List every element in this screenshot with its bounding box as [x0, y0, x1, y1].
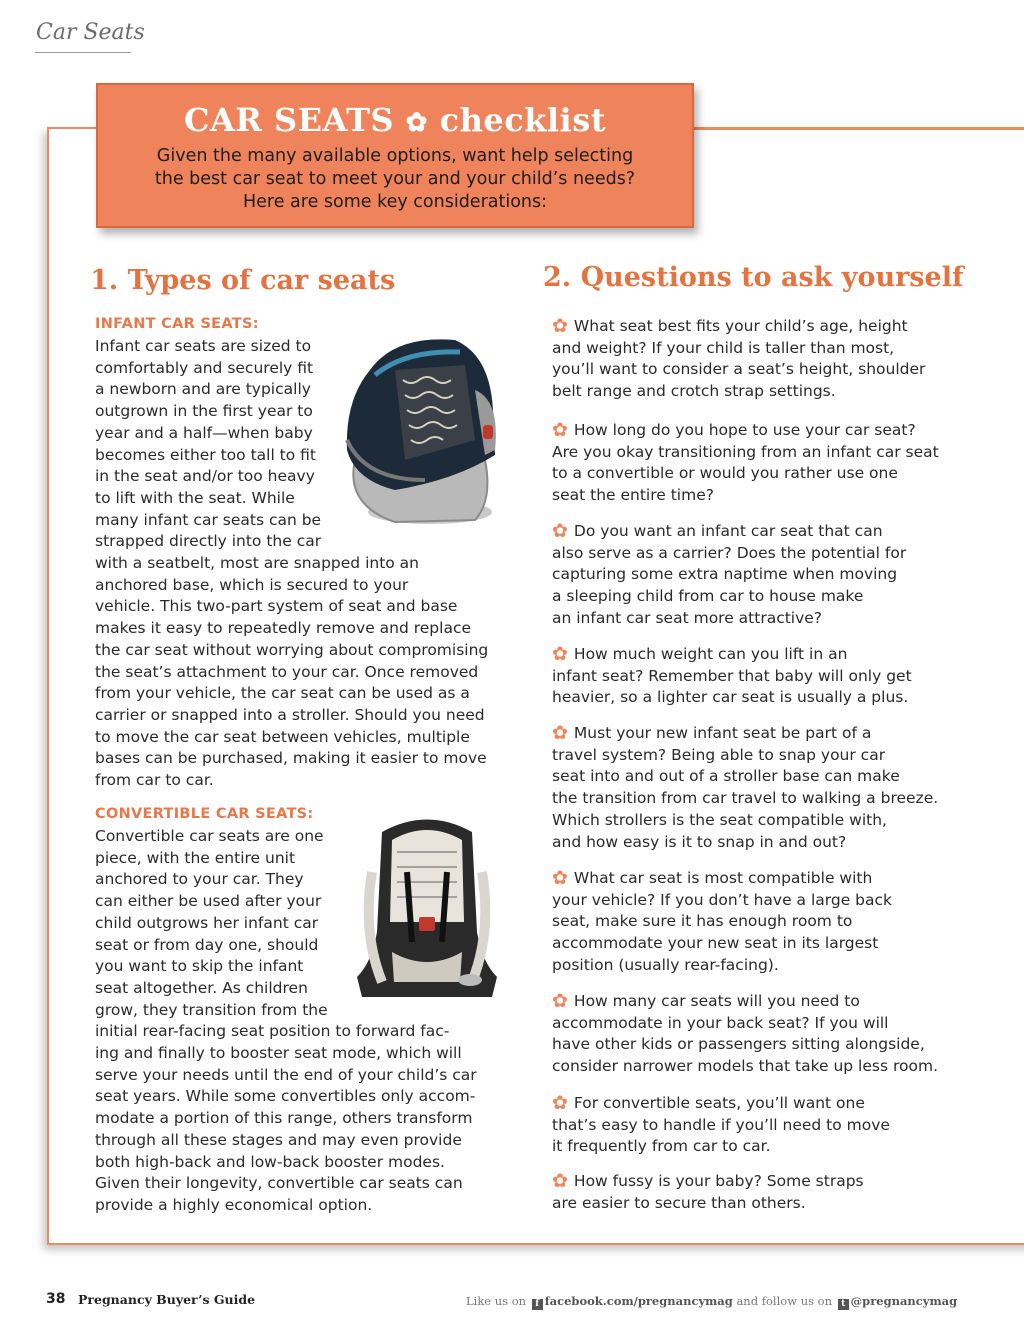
question-item: [552, 1093, 890, 1158]
text-line: from car to car.: [95, 771, 214, 790]
question-item: [552, 644, 912, 709]
question-line: [552, 723, 938, 745]
question-text: How many car seats will you need to: [573, 992, 860, 1010]
text-line: makes it easy to repeatedly remove and replace: [95, 619, 472, 638]
text-line: outgrown in the first year to: [95, 402, 313, 421]
facebook-icon: f: [532, 1299, 543, 1310]
text-line: seat or from day one, should: [95, 935, 319, 954]
convertible-car-seat-image: [352, 812, 502, 1007]
banner-title-checklist: checklist: [439, 101, 606, 139]
question-line: and weight? If your child is taller than most,: [552, 338, 895, 357]
question-line: consider narrower models that take up less room.: [552, 1057, 939, 1076]
text-line: in the seat and/or too heavy: [95, 467, 315, 486]
question-line: seat the entire time?: [552, 486, 714, 505]
question-line: seat, make sure it has enough room to: [552, 912, 853, 931]
text-line: through all these stages and may even provide: [95, 1130, 462, 1149]
question-line: to a convertible or would you rather use one: [552, 464, 898, 483]
question-line: [552, 868, 892, 890]
question-line: belt range and crotch strap settings.: [552, 382, 836, 401]
question-line: Are you okay transitioning from an infant car seat: [552, 442, 939, 461]
text-line: both high-back and low-back booster modes.: [95, 1152, 445, 1171]
flower-bullet-icon: ✿: [552, 1092, 568, 1114]
text-line: Infant car seats are sized to: [95, 337, 312, 355]
text-line: comfortably and securely fit: [95, 358, 314, 377]
text-line: carrier or snapped into a stroller. Should you need: [95, 705, 485, 724]
text-line: anchored to your car. They: [95, 870, 304, 889]
question-line: have other kids or passengers sitting alongside,: [552, 1035, 925, 1054]
flower-bullet-icon: ✿: [552, 315, 568, 337]
types-heading: 1. Types of car seats: [90, 265, 396, 296]
question-text: For convertible seats, you’ll want one: [573, 1094, 865, 1112]
question-line: Which strollers is the seat compatible with,: [552, 810, 887, 829]
text-line: strapped directly into the car: [95, 532, 322, 551]
question-line: seat into and out of a stroller base can make: [552, 767, 900, 786]
banner-title-main: CAR SEATS: [184, 101, 395, 139]
question-item: [552, 316, 925, 403]
question-item: [552, 420, 939, 507]
question-text: How long do you hope to use your car seat?: [573, 421, 916, 439]
twitter-icon: t: [838, 1299, 849, 1310]
question-item: [552, 723, 938, 853]
question-line: you’ll want to consider a seat’s height, shoulder: [552, 360, 926, 379]
question-line: that’s easy to handle if you’ll need to move: [552, 1115, 890, 1134]
question-line: infant seat? Remember that baby will only get: [552, 666, 912, 685]
section-tag-rule: [35, 52, 131, 53]
banner-intro: [98, 145, 692, 214]
text-line: becomes either too tall to fit: [95, 445, 317, 464]
question-text: Do you want an infant car seat that can: [573, 522, 883, 540]
flower-bullet-icon: ✿: [552, 722, 568, 744]
checklist-banner: [96, 83, 694, 228]
question-line: an infant car seat more attractive?: [552, 608, 823, 627]
text-line: ing and finally to booster seat mode, which will: [95, 1044, 462, 1063]
question-line: and how easy is it to snap in and out?: [552, 832, 847, 851]
question-text: Must your new infant seat be part of a: [573, 724, 872, 742]
text-line: from your vehicle, the car seat can be used as a: [95, 684, 470, 703]
question-line: [552, 991, 938, 1013]
text-line: serve your needs until the end of your child’s car: [95, 1065, 477, 1084]
flower-bullet-icon: ✿: [552, 867, 568, 889]
question-line: position (usually rear-facing).: [552, 955, 779, 974]
flower-bullet-icon: ✿: [552, 520, 568, 542]
text-line: modate a portion of this range, others transform: [95, 1109, 473, 1128]
text-line: piece, with the entire unit: [95, 848, 296, 867]
question-line: [552, 1171, 864, 1193]
text-line: you want to skip the infant: [95, 957, 304, 976]
question-text: How much weight can you lift in an: [573, 645, 848, 663]
question-line: also serve as a carrier? Does the potential for: [552, 543, 907, 562]
questions-heading: 2. Questions to ask yourself: [543, 262, 964, 293]
flower-bullet-icon: ✿: [552, 419, 568, 441]
infant-seats-label: INFANT CAR SEATS:: [95, 316, 259, 332]
page-number: 38: [46, 1291, 66, 1307]
question-text: How fussy is your baby? Some straps: [573, 1172, 864, 1190]
question-line: your vehicle? If you don’t have a large back: [552, 890, 893, 909]
text-line: Convertible car seats are one: [95, 827, 324, 845]
text-line: to lift with the seat. While: [95, 488, 295, 507]
flower-bullet-icon: ✿: [552, 643, 568, 665]
flower-bullet-icon: ✿: [552, 1170, 568, 1192]
banner-line: the best car seat to meet your and your child’s needs?: [154, 169, 636, 189]
text-line: many infant car seats can be: [95, 510, 322, 529]
question-line: capturing some extra naptime when moving: [552, 565, 898, 584]
question-line: accommodate in your back seat? If you will: [552, 1013, 889, 1032]
like-text: Like us on: [466, 1294, 527, 1308]
text-line: initial rear-facing seat position to forward fac-: [95, 1022, 450, 1041]
question-item: [552, 868, 892, 977]
text-line: seat altogether. As children: [95, 978, 308, 997]
text-line: vehicle. This two-part system of seat and base: [95, 597, 458, 616]
text-line: year and a half—when baby: [95, 423, 313, 442]
question-line: accommodate your new seat in its largest: [552, 934, 879, 953]
text-line: bases can be purchased, making it easier to move: [95, 749, 487, 768]
question-item: [552, 991, 938, 1078]
banner-line: Here are some key considerations:: [242, 192, 548, 212]
text-line: provide a highly economical option.: [95, 1195, 373, 1214]
text-line: seat years. While some convertibles only accom-: [95, 1087, 476, 1106]
question-text: What seat best fits your child’s age, height: [573, 317, 908, 335]
text-line: Given their longevity, convertible car seats can: [95, 1174, 463, 1193]
text-line: can either be used after your: [95, 892, 322, 911]
text-line: anchored base, which is secured to your: [95, 575, 409, 594]
section-tag: Car Seats: [36, 20, 145, 45]
text-line: the seat’s attachment to your car. Once removed: [95, 662, 479, 681]
flower-icon: ✿: [405, 108, 428, 138]
text-line: child outgrows her infant car: [95, 913, 319, 932]
social-footer: [466, 1294, 957, 1310]
flower-bullet-icon: ✿: [552, 990, 568, 1012]
question-line: travel system? Being able to snap your car: [552, 745, 886, 764]
infant-car-seat-image: [335, 330, 500, 530]
question-line: heavier, so a lighter car seat is usually a plus.: [552, 688, 909, 707]
question-line: [552, 644, 912, 666]
convertible-seats-label: CONVERTIBLE CAR SEATS:: [95, 806, 314, 822]
question-item: [552, 1171, 864, 1214]
text-line: the car seat without worrying about compromising: [95, 640, 489, 659]
follow-text: and follow us on: [736, 1294, 832, 1308]
text-line: with a seatbelt, most are snapped into an: [95, 554, 420, 573]
publication-title: Pregnancy Buyer’s Guide: [78, 1292, 256, 1307]
question-line: [552, 316, 925, 338]
text-line: to move the car seat between vehicles, multiple: [95, 727, 470, 746]
question-line: are easier to secure than others.: [552, 1193, 806, 1212]
question-line: [552, 1093, 890, 1115]
question-line: [552, 420, 939, 442]
banner-line: Given the many available options, want help selecting: [156, 146, 634, 166]
text-line: a newborn and are typically: [95, 380, 311, 399]
banner-title: [98, 101, 692, 139]
question-text: What car seat is most compatible with: [573, 869, 873, 887]
question-line: a sleeping child from car to house make: [552, 587, 864, 606]
facebook-link[interactable]: facebook.com/pregnancymag: [544, 1294, 733, 1308]
frame-top-line: [694, 127, 1024, 130]
question-line: it frequently from car to car.: [552, 1137, 771, 1156]
question-item: [552, 521, 906, 630]
question-line: [552, 521, 906, 543]
twitter-link[interactable]: @pregnancymag: [850, 1294, 958, 1308]
text-line: grow, they transition from the: [95, 1000, 328, 1019]
question-line: the transition from car travel to walking a breeze.: [552, 789, 939, 808]
